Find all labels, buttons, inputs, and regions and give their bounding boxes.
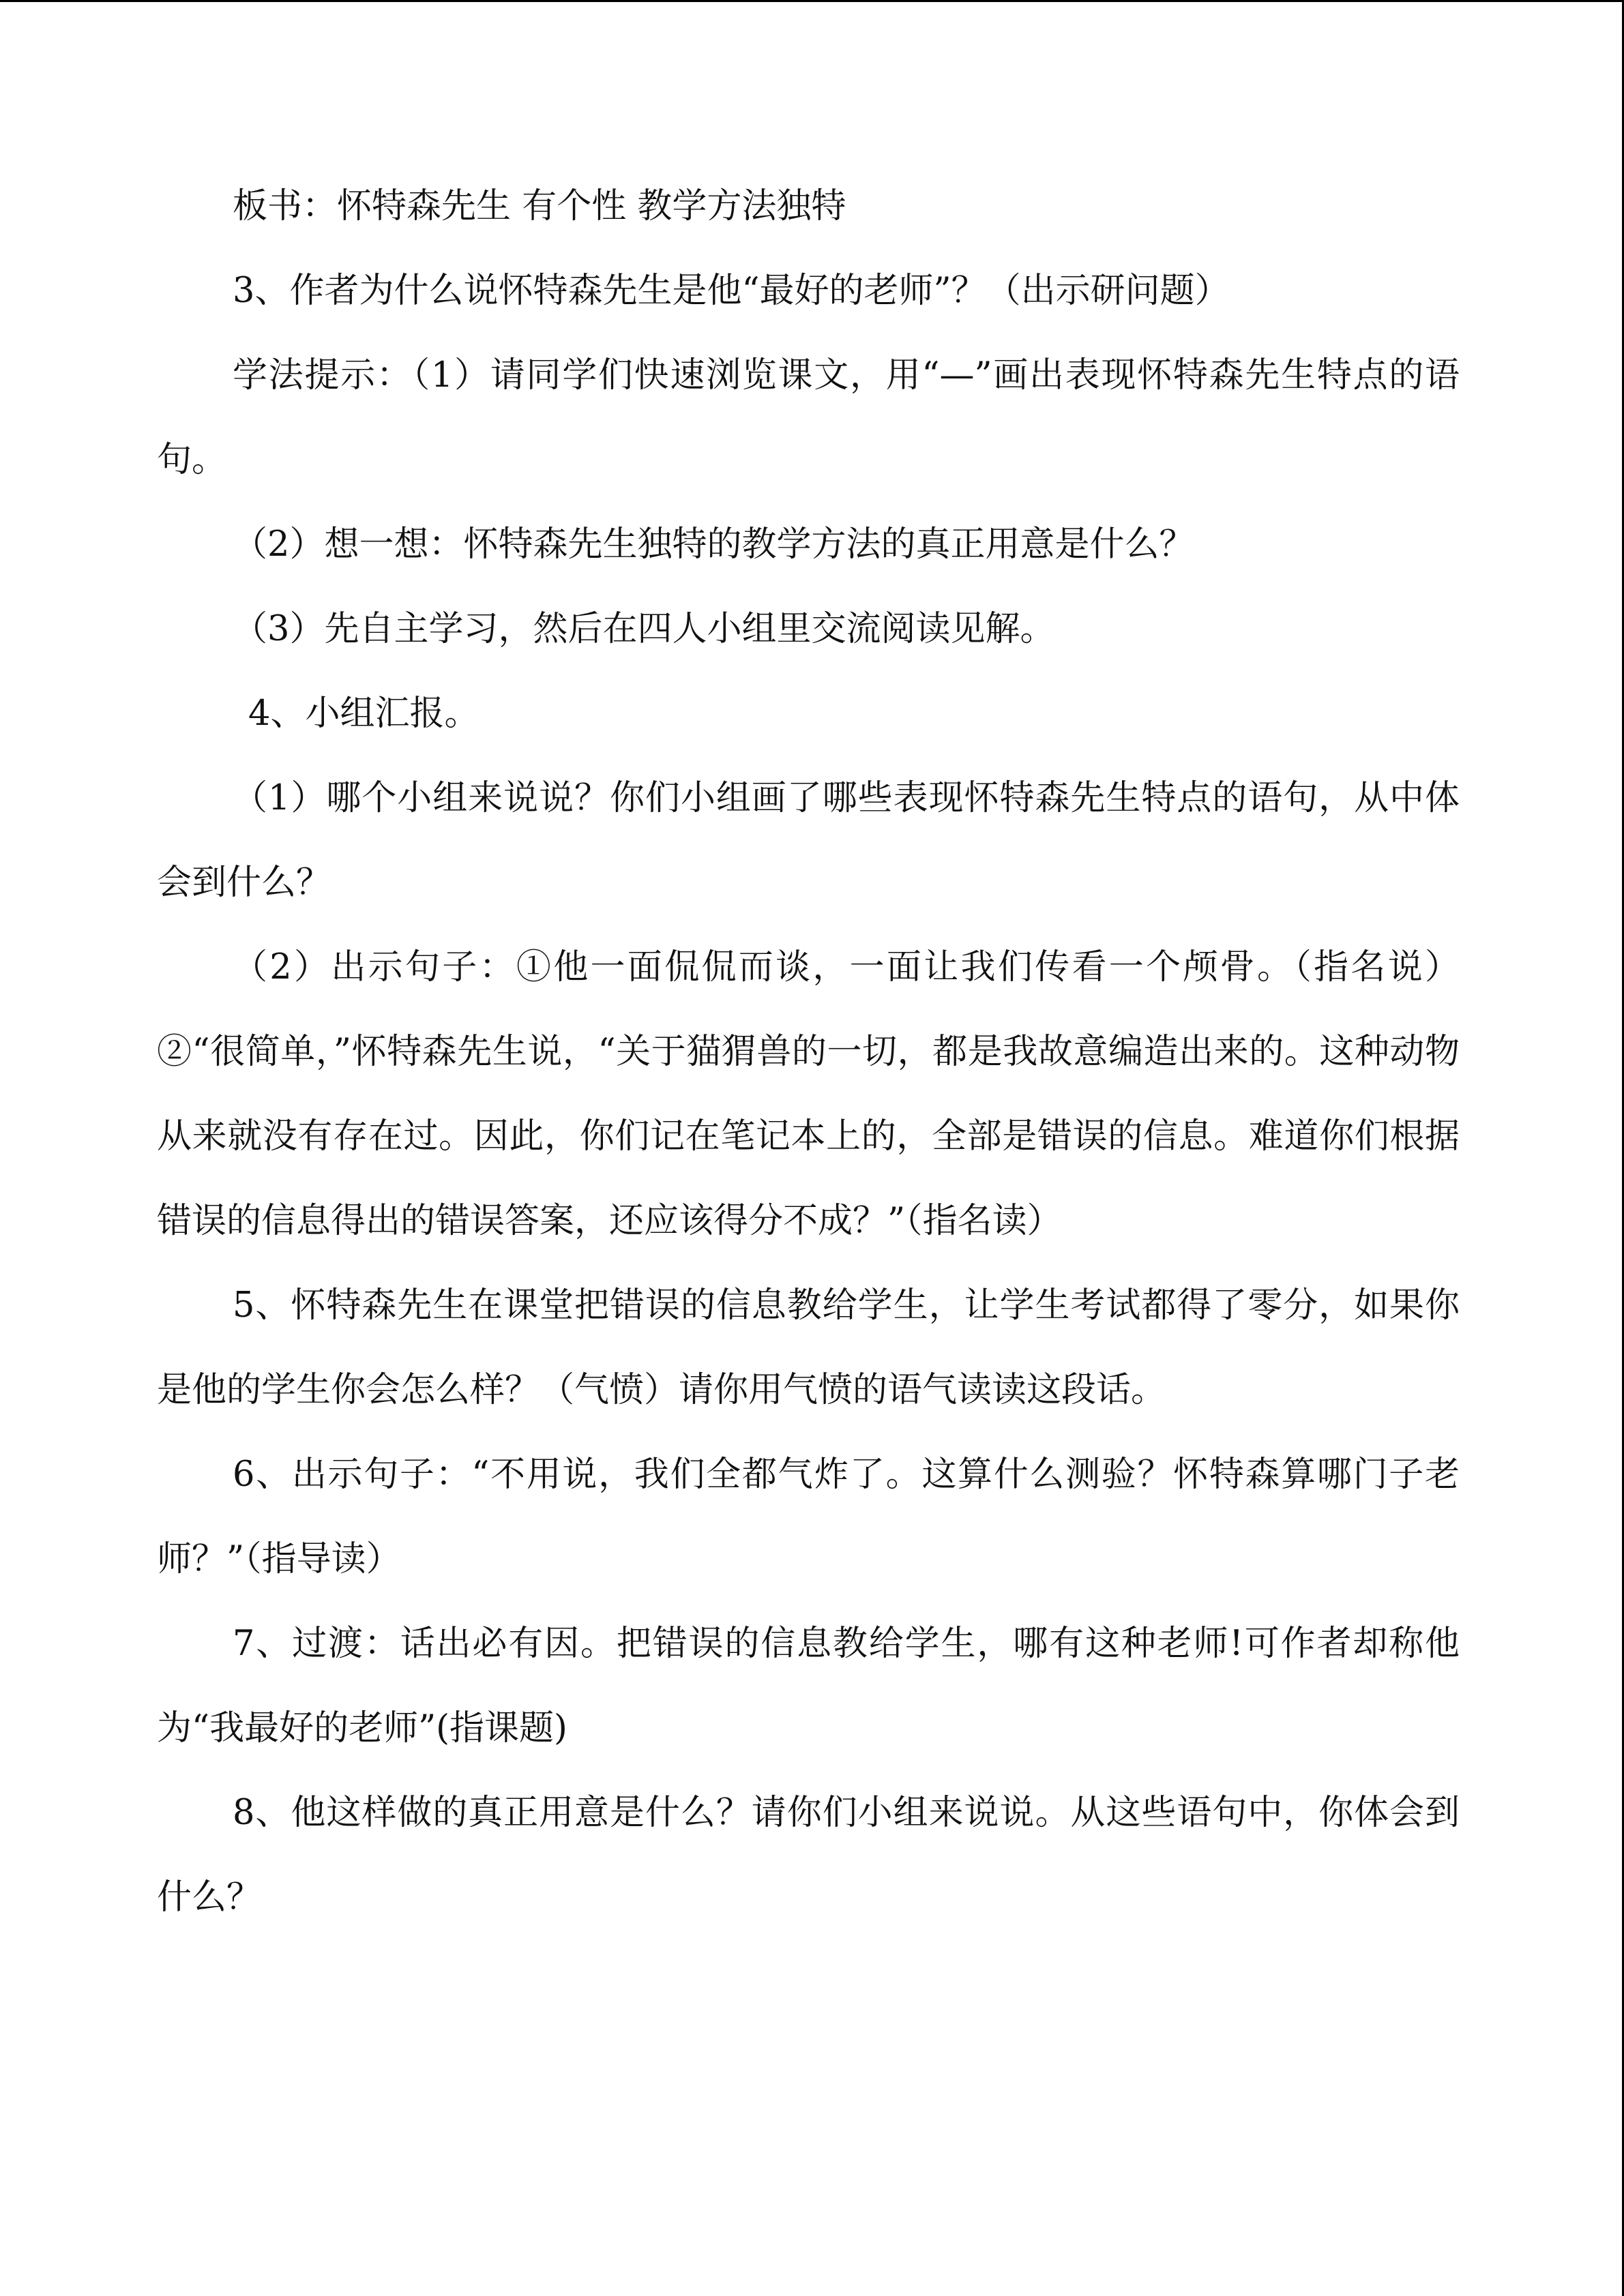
paragraph-step-7: 7、过渡：话出必有因。把错误的信息教给学生，哪有这种老师!可作者却称他为“我最好的老师”(指课题): [157, 1624, 1460, 1748]
paragraph-board-notes: 板书：怀特森先生 有个性 教学方法独特: [233, 186, 846, 226]
paragraph-report-2: （2）出示句子：①他一面侃侃而谈，一面让我们传看一个颅骨。（指名说）②“很简单，”怀特森先生说，“关于猫猬兽的一切，都是我故意编造出来的。这种动物从来就没有存在过。因此，你们记在笔记本上的，全部是错误的信息。难道你们根据错误的信息得出的错误答案，还应该得分不成？”（指名读）: [157, 947, 1460, 1241]
paragraph-step-8: 8、他这样做的真正用意是什么？请你们小组来说说。从这些语句中，你体会到什么？: [157, 1793, 1460, 1918]
paragraph-tip-2: （2）想一想：怀特森先生独特的教学方法的真正用意是什么？: [233, 524, 1194, 565]
paragraph-step-5: 5、怀特森先生在课堂把错误的信息教给学生，让学生考试都得了零分，如果你是他的学生你会怎么样？（气愤）请你用气愤的语气读读这段话。: [157, 1285, 1460, 1410]
paragraph-step-6: 6、出示句子：“不用说，我们全都气炸了。这算什么测验？怀特森算哪门子老师？”（指导读）: [157, 1455, 1460, 1579]
paragraph-report-1: （1）哪个小组来说说？你们小组画了哪些表现怀特森先生特点的语句，从中体会到什么？: [157, 778, 1460, 903]
paragraph-study-tips: 学法提示：（1）请同学们快速浏览课文，用“—”画出表现怀特森先生特点的语句。: [157, 355, 1460, 480]
paragraph-step-3: 3、作者为什么说怀特森先生是他“最好的老师”？（出示研问题）: [233, 271, 1230, 311]
paragraph-tip-3: （3）先自主学习，然后在四人小组里交流阅读见解。: [233, 609, 1055, 649]
document-body: [157, 164, 1460, 1940]
paragraph-step-4: 4、小组汇报。: [248, 694, 479, 734]
